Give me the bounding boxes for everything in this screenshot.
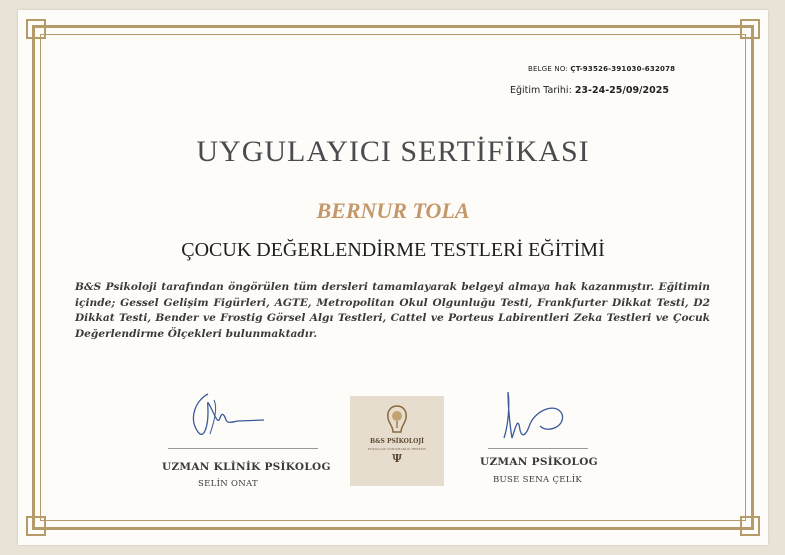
corner-ornament-bottom-left: [26, 516, 46, 536]
document-number-value: ÇT-93526-391030-632078: [570, 65, 676, 73]
certificate-description: B&S Psikoloji tarafından öngörülen tüm dersleri tamamlayarak belgeyi almaya hak kazanmıştır. Eğitimin içinde; Gessel Gelişim Figürleri, AGTE, Metropolitan Okul Olgunluğu Testi, Frankfurter Dikkat Testi, D2 Dikkat Testi, Bender ve Frostig Görsel Algı Testleri, Cattel ve Porteus Labirentleri Zeka Testleri ve Çocuk Değerlendirme Ölçekleri bulunmaktadır.: [75, 281, 710, 340]
left-signer-name: SELİN ONAT: [198, 479, 258, 489]
signature-right: [496, 386, 576, 446]
corner-ornament-bottom-right: [740, 516, 760, 536]
right-signer-title: UZMAN PSİKOLOG: [480, 456, 598, 468]
document-number-label: BELGE NO:: [528, 65, 568, 73]
document-number: [528, 65, 675, 73]
recipient-name: BERNUR TOLA: [316, 198, 470, 223]
certificate-title: UYGULAYICI SERTİFİKASI: [196, 135, 590, 168]
corner-ornament-top-left: [26, 19, 46, 39]
right-signer-name: BUSE SENA ÇELİK: [493, 475, 583, 485]
certificate-page: [18, 10, 768, 545]
tree-head-icon: [385, 404, 409, 434]
left-signer-title: UZMAN KLİNİK PSİKOLOG: [162, 461, 331, 473]
course-name: ÇOCUK DEĞERLENDİRME TESTLERİ EĞİTİMİ: [181, 239, 605, 261]
training-date-value: 23-24-25/09/2025: [574, 85, 669, 96]
brand-logo: [350, 396, 444, 486]
training-date-label: Eğitim Tarihi:: [510, 85, 572, 96]
corner-ornament-top-right: [740, 19, 760, 39]
training-date: [510, 85, 669, 96]
signature-line-left: [168, 448, 318, 449]
signature-line-right: [488, 448, 588, 449]
signature-left: [178, 388, 268, 444]
logo-subtitle: PSİKOLOJİK DANIŞMANLIK MERKEZİ: [367, 447, 427, 451]
logo-brand-name: B&S PSİKOLOJİ: [370, 438, 424, 445]
psi-symbol-icon: Ψ: [391, 452, 403, 465]
